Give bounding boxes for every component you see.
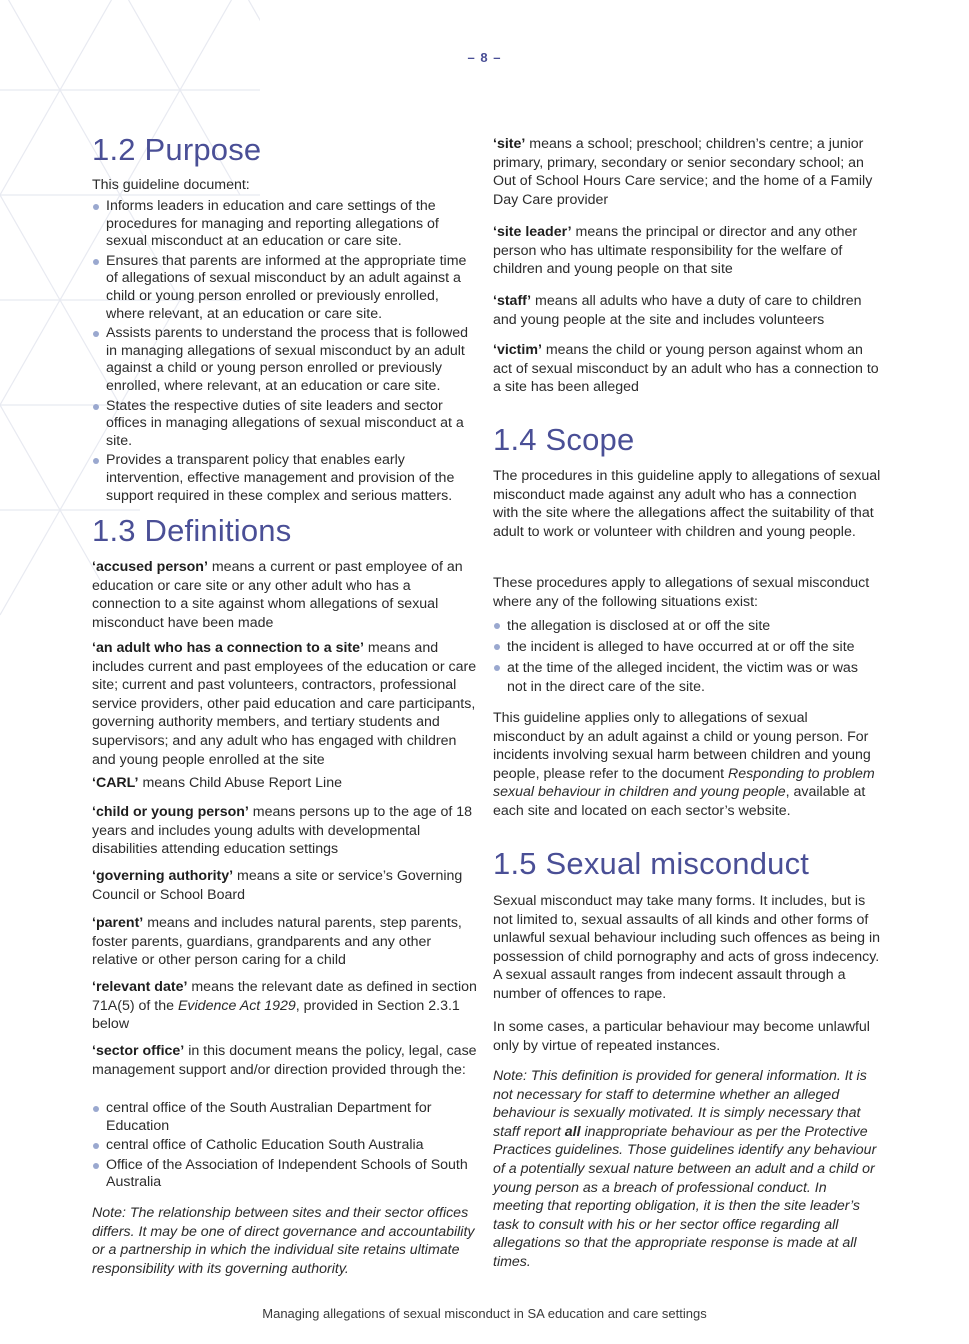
note-emphasis: all (564, 1123, 581, 1140)
definition-term: ‘accused person’ (92, 559, 208, 575)
definition-text: means the child or young person against whom an act of sexual misconduct by an adult who has a connection to a site has been alleged (493, 342, 879, 396)
list-item: the allegation is disclosed at or off the site (493, 617, 881, 636)
definition-text: in this document means the policy, legal, case management support and/or direction provided through the: (92, 1043, 477, 1078)
definition-entry (493, 135, 881, 209)
list-item: at the time of the alleged incident, the victim was or was not in the direct care of the site. (493, 659, 881, 696)
list-item: Office of the Association of Independent Schools of South Australia (92, 1157, 477, 1192)
list-item: Ensures that parents are informed at the appropriate time of allegations of sexual misconduct by an adult against a child or young person enrolled or previously enrolled, where relevant, at an education or care site. (92, 253, 477, 323)
scope-paragraph: These procedures apply to allegations of sexual misconduct where any of the following situations exist: (493, 575, 870, 610)
definition-term: ‘site leader’ (493, 224, 572, 240)
purpose-intro: This guideline document: (92, 177, 250, 193)
misconduct-paragraph: In some cases, a particular behaviour may become unlawful only by virtue of repeated instances. (493, 1019, 870, 1054)
section-heading-definitions: 1.3 Definitions (92, 513, 292, 548)
note-text: inappropriate behaviour as per the Protective Practices guidelines. Those guidelines identify any behaviour of a potentially sexual nature between an adult and a child or young person as a breach of professional conduct. In meeting that reporting obligation, it is then the site leader’s task to consult with his or her sector office regarding all allegations so that the appropriate response is made at all times. (493, 1123, 877, 1270)
definition-entry (92, 774, 477, 793)
list-item: Assists parents to understand the process that is followed in managing allegations of sexual misconduct by an adult against a child or young person enrolled or previously enrolled, where relevant, at an education or care site. (92, 325, 477, 395)
scope-list (493, 617, 881, 699)
definition-text: means Child Abuse Report Line (138, 775, 342, 791)
definition-text: , provided in Section 2.3.1 below (92, 997, 460, 1033)
sector-office-list (92, 1100, 477, 1194)
definition-entry (92, 867, 477, 904)
scope-paragraph: The procedures in this guideline apply to allegations of sexual misconduct made against any adult who has a connection with the site where the allegations affect the suitability of that adult to work or volunteer with children and young people. (493, 468, 881, 540)
definition-entry (92, 914, 477, 970)
definition-term: ‘site’ (493, 136, 526, 152)
definition-entry (493, 223, 881, 279)
definition-term: ‘sector office’ (92, 1043, 185, 1059)
definition-text: means persons up to the age of 18 years and includes young adults with developmental disabilities attending education settings (92, 804, 473, 858)
definition-entry (92, 978, 477, 1034)
note-text: Note: This definition is provided for general information. It is not necessary for staff to determine whether an alleged behaviour is sexually motivated. It is simply necessary that staff report (493, 1068, 867, 1140)
definition-term: ‘child or young person’ (92, 804, 249, 820)
definition-text: means a school; preschool; children’s centre; a junior primary, primary, secondary or senior secondary school; an Out of School Hours Care service; and the home of a Family Day Care provider (493, 136, 873, 208)
definition-text: means and includes natural parents, step parents, foster parents, guardians, grandparents and any other relative or other person caring for a child (92, 915, 462, 969)
section-heading-sexual-misconduct: 1.5 Sexual misconduct (493, 846, 810, 881)
definition-term: ‘victim’ (493, 342, 542, 358)
purpose-list (92, 198, 477, 507)
definition-term: ‘staff’ (493, 293, 532, 309)
scope-text: This guideline applies only to allegations of sexual misconduct by an adult against a child or young person. For incidents involving sexual harm between children and young people, please refer to the document (493, 710, 871, 782)
definition-text: means the relevant date as defined in section 71A(5) of the (92, 979, 477, 1014)
definition-entry (92, 1042, 477, 1079)
list-item: central office of the South Australian Department for Education (92, 1100, 477, 1135)
definition-term: ‘CARL’ (92, 775, 139, 791)
list-item: the incident is alleged to have occurred at or off the site (493, 638, 881, 657)
page-number: – 8 – (467, 50, 502, 65)
definition-entry (493, 292, 881, 329)
scope-text: , available at each site and located on each sector’s website. (493, 784, 866, 819)
section-heading-scope: 1.4 Scope (493, 422, 635, 457)
definition-text: means a site or service’s Governing Council or School Board (92, 868, 463, 903)
list-item: States the respective duties of site leaders and sector offices in managing allegations of sexual misconduct at a site. (92, 398, 477, 451)
list-item: Provides a transparent policy that enables early intervention, effective management and provision of the support required in these complex and serious matters. (92, 452, 477, 505)
definition-entry (92, 803, 477, 859)
act-title: Evidence Act 1929 (177, 997, 296, 1014)
scope-paragraph (493, 709, 881, 821)
list-item: central office of Catholic Education South Australia (92, 1137, 477, 1155)
misconduct-paragraph: Sexual misconduct may take many forms. It includes, but is not limited to, sexual assaults of all kinds and other forms of unlawful sexual behaviour including such offences as being in possession of child pornography and acts of gross indecency. A sexual assault ranges from indecent assault through a number of offences to rape. (493, 893, 880, 1002)
definition-text: means the principal or director and any other person who has ultimate responsibility for the welfare of children and young people on that site (493, 224, 858, 278)
misconduct-note (493, 1067, 881, 1272)
definition-text: means a current or past employee of an education or care site or any other adult who has a connection to a site against whom allegations of sexual misconduct have been made (92, 559, 463, 631)
definition-term: ‘relevant date’ (92, 979, 188, 995)
definition-entry (493, 341, 881, 397)
definition-text: means and includes current and past employees of the education or care site; current and past volunteers, contractors, professional service providers, other paid education and care participants, governing authority members, and tertiary students and supervisors; and any adult who has engaged with children and young people enrolled at the site (92, 640, 477, 768)
definition-term: ‘parent’ (92, 915, 144, 931)
definition-entry (92, 558, 477, 632)
document-title: Responding to problem sexual behaviour in children and young people (493, 765, 875, 801)
definition-entry (92, 639, 477, 769)
definition-term: ‘governing authority’ (92, 868, 234, 884)
definition-text: means all adults who have a duty of care to children and young people at the site and includes volunteers (493, 293, 862, 328)
definition-term: ‘an adult who has a connection to a site’ (92, 640, 364, 656)
section-heading-purpose: 1.2 Purpose (92, 132, 262, 167)
list-item: Informs leaders in education and care settings of the procedures for managing and reporting allegations of sexual misconduct at an education or care site. (92, 198, 477, 251)
page-footer: Managing allegations of sexual misconduct in SA education and care settings (262, 1306, 707, 1321)
sector-note: Note: The relationship between sites and their sector offices differs. It may be one of direct governance and accountability or a partnership in which the individual site retains ultimate responsibility with its governing authority. (92, 1205, 475, 1277)
